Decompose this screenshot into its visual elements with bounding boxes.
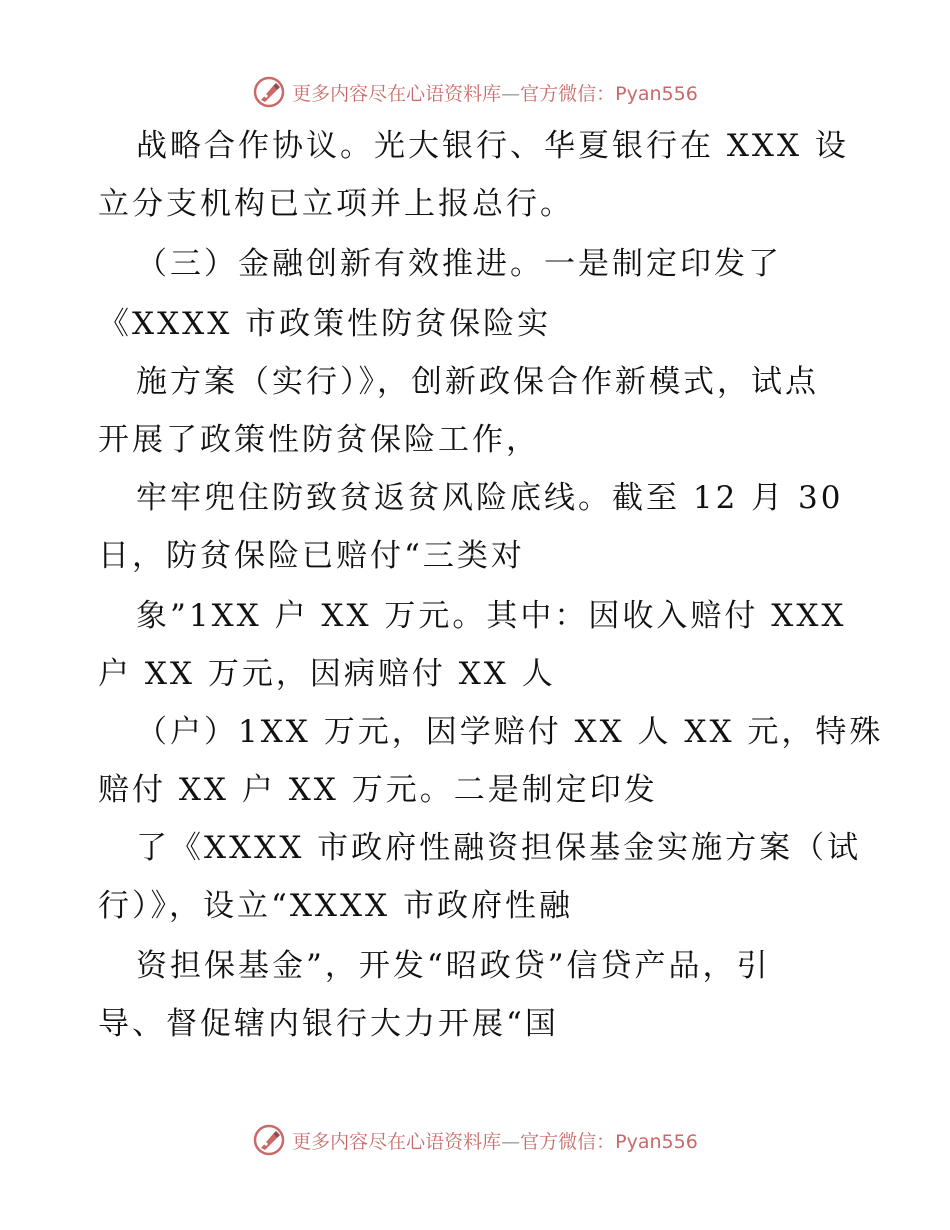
text-line-15: 资担保基金”，开发“昭政贷”信贷产品，引 bbox=[136, 948, 771, 984]
footer-site-text: 更多内容尽在心语资料库 bbox=[292, 1130, 502, 1153]
header-watermark-banner bbox=[0, 72, 950, 112]
footer-contact-text: 官方微信：Pyan556 bbox=[520, 1130, 698, 1153]
text-line-9: 象”1XX 户 XX 万元。其中：因收入赔付 XXX bbox=[136, 598, 847, 634]
pen-nib-logo-icon bbox=[252, 75, 286, 109]
text-line-3: （三）金融创新有效推进。一是制定印发了 bbox=[136, 246, 782, 282]
text-line-8: 日，防贫保险已赔付“三类对 bbox=[98, 538, 525, 574]
text-line-10: 户 XX 万元，因病赔付 XX 人 bbox=[98, 656, 556, 692]
text-line-1: 战略合作协议。光大银行、华夏银行在 XXX 设 bbox=[136, 128, 849, 164]
header-site-text: 更多内容尽在心语资料库 bbox=[292, 82, 502, 105]
header-contact-text: 官方微信：Pyan556 bbox=[520, 82, 698, 105]
text-line-16: 导、督促辖内银行大力开展“国 bbox=[98, 1006, 559, 1042]
header-dash: — bbox=[501, 82, 521, 105]
text-line-7: 牢牢兜住防致贫返贫风险底线。截至 12 月 30 bbox=[136, 480, 844, 516]
text-line-4: 《XXXX 市政策性防贫保险实 bbox=[98, 306, 552, 342]
text-line-2: 立分支机构已立项并上报总行。 bbox=[98, 186, 574, 222]
pen-nib-logo-icon bbox=[252, 1123, 286, 1157]
footer-dash: — bbox=[501, 1130, 521, 1153]
header-watermark-text bbox=[292, 79, 698, 106]
text-line-12: 赔付 XX 户 XX 万元。二是制定印发 bbox=[98, 772, 658, 808]
text-line-11: （户）1XX 万元，因学赔付 XX 人 XX 元，特殊 bbox=[136, 714, 884, 750]
text-line-13: 了《XXXX 市政府性融资担保基金实施方案（试 bbox=[136, 830, 862, 866]
text-line-14: 行）》，设立“XXXX 市政府性融 bbox=[98, 888, 573, 924]
footer-watermark-banner bbox=[0, 1120, 950, 1160]
text-line-6: 开展了政策性防贫保险工作， bbox=[98, 422, 540, 458]
text-line-5: 施方案（实行）》，创新政保合作新模式，试点 bbox=[136, 364, 819, 400]
footer-watermark-text bbox=[292, 1127, 698, 1154]
